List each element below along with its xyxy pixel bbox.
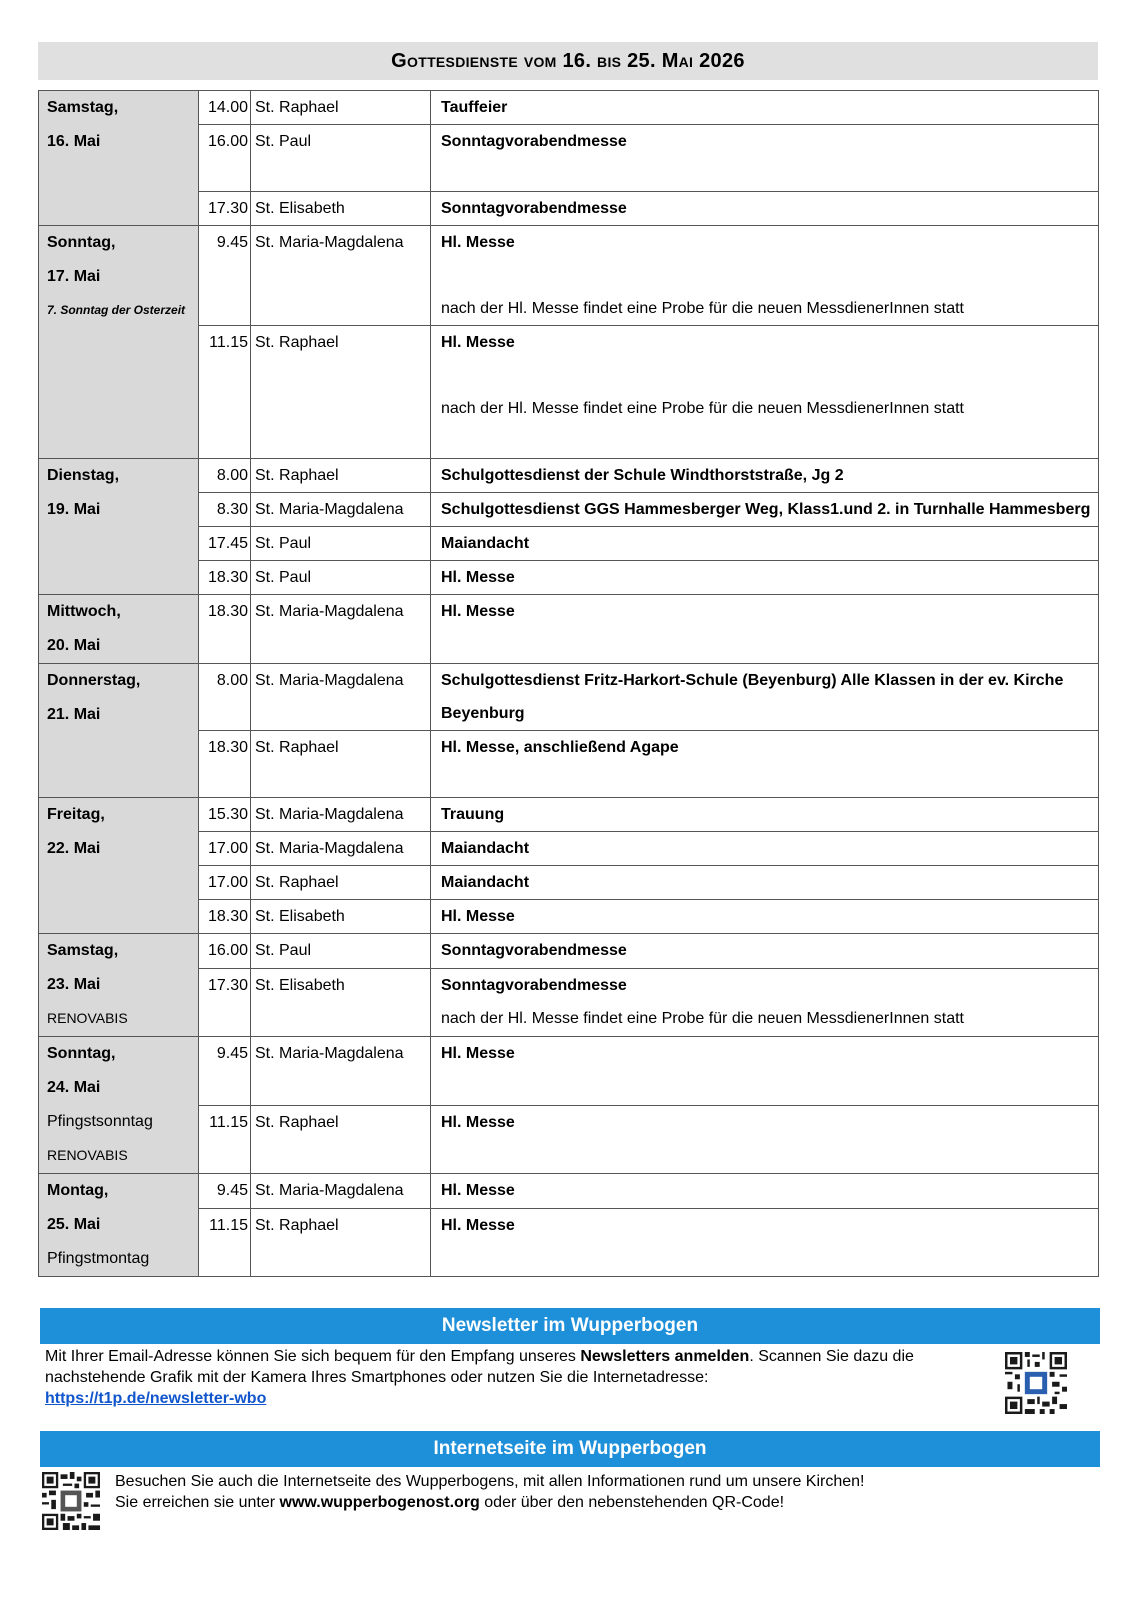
event-title: Tauffeier xyxy=(441,99,508,116)
service-church: St. Elisabeth xyxy=(251,900,431,934)
service-time: 18.30 xyxy=(199,595,251,664)
table-row xyxy=(39,1037,1099,1106)
service-time: 18.30 xyxy=(199,900,251,934)
service-time: 11.15 xyxy=(199,1208,251,1276)
newsletter-bold-text: Newsletters anmelden xyxy=(580,1348,750,1365)
service-time: 15.30 xyxy=(199,798,251,832)
service-church: St. Maria-Magdalena xyxy=(251,493,431,527)
service-time: 18.30 xyxy=(199,731,251,798)
day-cell xyxy=(39,664,199,798)
service-church: St. Raphael xyxy=(251,1208,431,1276)
service-event xyxy=(431,798,1099,832)
service-time: 17.45 xyxy=(199,527,251,561)
event-title: Hl. Messe xyxy=(441,603,515,620)
website-heading-text: Internetseite im Wupperbogen xyxy=(433,1438,707,1459)
day-name: Freitag, xyxy=(47,806,105,823)
service-time: 17.30 xyxy=(199,192,251,226)
service-church: St. Raphael xyxy=(251,326,431,459)
service-church: St. Raphael xyxy=(251,866,431,900)
table-row xyxy=(39,664,1099,731)
service-time: 8.30 xyxy=(199,493,251,527)
day-name: Montag, xyxy=(47,1182,109,1199)
service-event xyxy=(431,1037,1099,1106)
title-bar xyxy=(38,42,1098,80)
service-event xyxy=(431,900,1099,934)
day-name: Sonntag, xyxy=(47,234,116,251)
service-event xyxy=(431,459,1099,493)
day-date: 16. Mai xyxy=(47,133,101,150)
day-name: Dienstag, xyxy=(47,467,120,484)
event-title: Schulgottesdienst GGS Hammesberger Weg, Klass1.und 2. in Turnhalle Hammesberg xyxy=(441,501,1091,518)
event-title: Schulgottesdienst der Schule Windthorststraße, Jg 2 xyxy=(441,467,844,484)
service-time: 9.45 xyxy=(199,1174,251,1209)
service-event xyxy=(431,326,1099,459)
service-event xyxy=(431,934,1099,969)
event-title: Sonntagvorabendmesse xyxy=(441,133,627,150)
service-church: St. Paul xyxy=(251,561,431,595)
service-event xyxy=(431,91,1099,125)
event-title: Maiandacht xyxy=(441,535,530,552)
service-church: St. Raphael xyxy=(251,731,431,798)
day-date: 17. Mai xyxy=(47,268,101,285)
table-row xyxy=(39,459,1099,493)
event-title: Maiandacht xyxy=(441,874,530,891)
service-church: St. Maria-Magdalena xyxy=(251,595,431,664)
website-heading xyxy=(40,1431,1100,1467)
newsletter-text-part: . Scannen Sie dazu die nachstehende Grafik mit der Kamera Ihres Smartphones oder nutzen Sie die Internetadresse: xyxy=(45,1348,914,1386)
event-note: nach der Hl. Messe findet eine Probe für die neuen MessdienerInnen statt xyxy=(441,300,964,317)
service-time: 17.00 xyxy=(199,832,251,866)
day-cell xyxy=(39,459,199,595)
day-cell xyxy=(39,1174,199,1277)
day-note: RENOVABIS xyxy=(47,1010,128,1026)
service-church: St. Raphael xyxy=(251,91,431,125)
service-church: St. Maria-Magdalena xyxy=(251,226,431,326)
day-cell xyxy=(39,798,199,934)
service-church: St. Elisabeth xyxy=(251,192,431,226)
service-church: St. Maria-Magdalena xyxy=(251,1037,431,1106)
day-cell xyxy=(39,595,199,664)
event-title: Hl. Messe xyxy=(441,234,515,251)
website-text-part: Sie erreichen sie unter xyxy=(115,1494,280,1511)
service-event xyxy=(431,226,1099,326)
service-event xyxy=(431,968,1099,1036)
day-note: Pfingstsonntag xyxy=(47,1113,153,1130)
day-cell xyxy=(39,1037,199,1174)
service-time: 9.45 xyxy=(199,226,251,326)
table-row xyxy=(39,798,1099,832)
table-row xyxy=(39,595,1099,664)
newsletter-heading xyxy=(40,1308,1100,1344)
day-name: Donnerstag, xyxy=(47,672,141,689)
day-date: 20. Mai xyxy=(47,637,101,654)
service-time: 14.00 xyxy=(199,91,251,125)
website-url[interactable]: www.wupperbogenost.org xyxy=(279,1494,480,1511)
website-text-line: Besuchen Sie auch die Internetseite des Wupperbogens, mit allen Informationen rund um unsere Kirchen! xyxy=(115,1473,865,1490)
service-event xyxy=(431,192,1099,226)
service-time: 17.30 xyxy=(199,968,251,1036)
day-name: Samstag, xyxy=(47,99,119,116)
service-time: 8.00 xyxy=(199,459,251,493)
table-row xyxy=(39,1174,1099,1209)
service-time: 18.30 xyxy=(199,561,251,595)
event-title: Sonntagvorabendmesse xyxy=(441,200,627,217)
qr-code-icon xyxy=(1005,1352,1067,1414)
service-event xyxy=(431,561,1099,595)
day-note: 7. Sonntag der Osterzeit xyxy=(47,303,186,317)
day-date: 23. Mai xyxy=(47,976,101,993)
qr-code-icon xyxy=(42,1472,100,1530)
service-event xyxy=(431,1105,1099,1174)
service-church: St. Raphael xyxy=(251,1105,431,1174)
service-event xyxy=(431,493,1099,527)
service-event xyxy=(431,866,1099,900)
event-title: Maiandacht xyxy=(441,840,530,857)
newsletter-heading-text: Newsletter im Wupperbogen xyxy=(441,1315,699,1336)
service-church: St. Maria-Magdalena xyxy=(251,832,431,866)
day-date: 21. Mai xyxy=(47,706,101,723)
day-cell xyxy=(39,91,199,226)
day-date: 22. Mai xyxy=(47,840,101,857)
website-text-part: oder über den nebenstehenden QR-Code! xyxy=(479,1494,785,1511)
service-event xyxy=(431,731,1099,798)
service-church: St. Maria-Magdalena xyxy=(251,664,431,731)
service-time: 16.00 xyxy=(199,125,251,192)
event-title: Hl. Messe xyxy=(441,1182,515,1199)
day-cell xyxy=(39,934,199,1037)
service-time: 17.00 xyxy=(199,866,251,900)
schedule-table xyxy=(38,90,1099,1277)
event-title: Sonntagvorabendmesse xyxy=(441,942,627,959)
page-title: Gottesdienste vom 16. bis 25. Mai 2026 xyxy=(391,49,745,72)
service-church: St. Maria-Magdalena xyxy=(251,798,431,832)
day-name: Mittwoch, xyxy=(47,603,121,620)
event-title: Hl. Messe xyxy=(441,1113,515,1131)
day-date: 19. Mai xyxy=(47,501,101,518)
day-name: Sonntag, xyxy=(47,1045,116,1062)
newsletter-text xyxy=(45,1346,1005,1409)
event-title: Sonntagvorabendmesse xyxy=(441,976,627,994)
service-time: 11.15 xyxy=(199,326,251,459)
table-row xyxy=(39,226,1099,326)
service-church: St. Paul xyxy=(251,125,431,192)
service-event xyxy=(431,1174,1099,1209)
service-church: St. Elisabeth xyxy=(251,968,431,1036)
event-title: Hl. Messe xyxy=(441,908,515,925)
service-time: 16.00 xyxy=(199,934,251,969)
service-time: 8.00 xyxy=(199,664,251,731)
event-title: Hl. Messe xyxy=(441,334,515,351)
day-date: 24. Mai xyxy=(47,1079,101,1096)
day-name: Samstag, xyxy=(47,942,119,959)
event-note: nach der Hl. Messe findet eine Probe für die neuen MessdienerInnen statt xyxy=(441,400,964,417)
day-note: Pfingstmontag xyxy=(47,1250,150,1267)
service-time: 11.15 xyxy=(199,1105,251,1174)
day-date: 25. Mai xyxy=(47,1216,101,1233)
event-title: Hl. Messe xyxy=(441,569,515,586)
newsletter-text-part: Mit Ihrer Email-Adresse können Sie sich bequem für den Empfang unseres xyxy=(45,1348,581,1365)
service-event xyxy=(431,1208,1099,1276)
service-event xyxy=(431,527,1099,561)
service-event xyxy=(431,664,1099,731)
event-title: Schulgottesdienst Fritz-Harkort-Schule (Beyenburg) Alle Klassen in der ev. Kirche Beyenburg xyxy=(441,672,1064,722)
event-note: nach der Hl. Messe findet eine Probe für die neuen MessdienerInnen statt xyxy=(441,1009,964,1027)
website-text xyxy=(115,1471,1075,1513)
table-row xyxy=(39,934,1099,969)
table-row xyxy=(39,91,1099,125)
service-church: St. Maria-Magdalena xyxy=(251,1174,431,1209)
event-title: Hl. Messe, anschließend Agape xyxy=(441,739,679,756)
service-church: St. Paul xyxy=(251,527,431,561)
service-event xyxy=(431,595,1099,664)
service-event xyxy=(431,832,1099,866)
event-title: Trauung xyxy=(441,806,505,823)
event-title: Hl. Messe xyxy=(441,1216,515,1234)
service-event xyxy=(431,125,1099,192)
service-time: 9.45 xyxy=(199,1037,251,1106)
day-note: RENOVABIS xyxy=(47,1147,128,1163)
event-title: Hl. Messe xyxy=(441,1045,515,1062)
newsletter-link[interactable]: https://t1p.de/newsletter-wbo xyxy=(45,1390,267,1407)
day-cell xyxy=(39,226,199,459)
service-church: St. Paul xyxy=(251,934,431,969)
service-church: St. Raphael xyxy=(251,459,431,493)
